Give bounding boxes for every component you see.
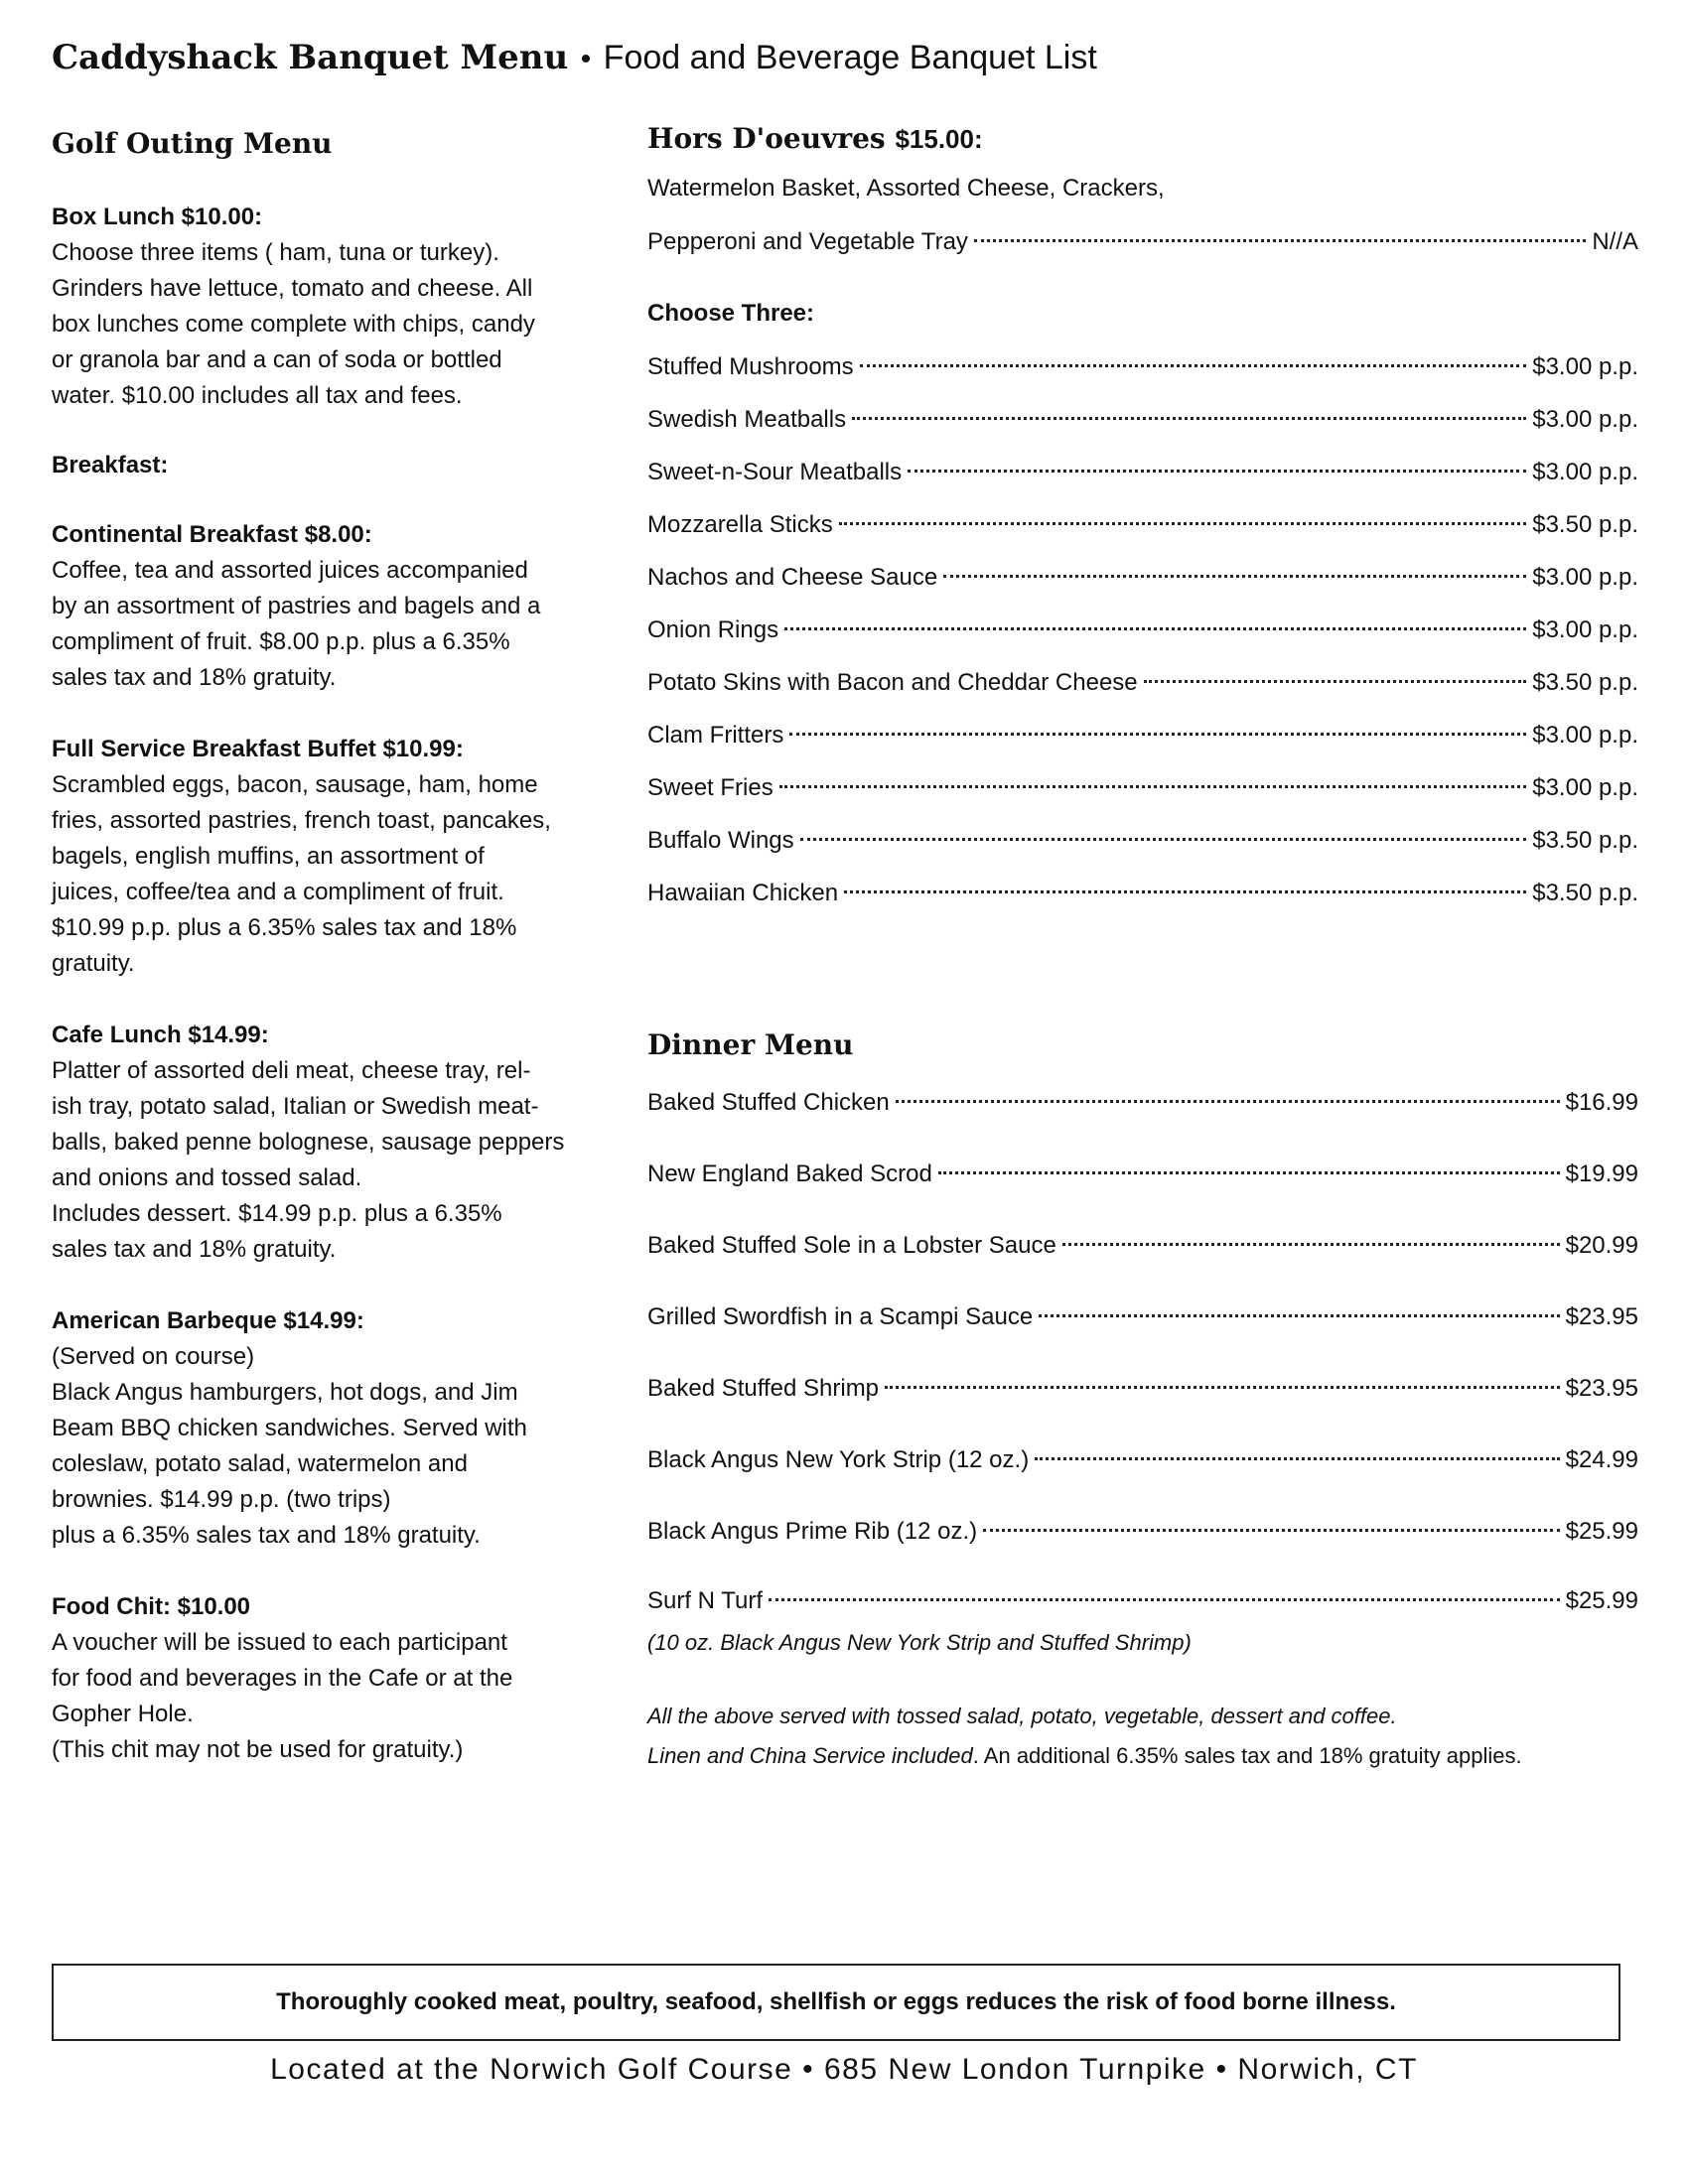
hors-item-row	[647, 341, 1638, 393]
dinner-item-row	[647, 1353, 1638, 1425]
desc-line: ish tray, potato salad, Italian or Swedish meat-	[52, 1093, 539, 1120]
dot-leader	[885, 1386, 1560, 1389]
food-safety-warning: Thoroughly cooked meat, poultry, seafood, shellfish or eggs reduces the risk of food borne illness.	[52, 1964, 1620, 2041]
dot-leader	[1035, 1457, 1559, 1460]
desc-line: water. $10.00 includes all tax and fees.	[52, 382, 463, 409]
desc-line: by an assortment of pastries and bagels and a	[52, 593, 541, 619]
bbq-title: American Barbeque $14.99:	[52, 1307, 364, 1334]
desc-line: or granola bar and a can of soda or bottled	[52, 346, 502, 373]
item-name: Swedish Meatballs	[647, 406, 847, 433]
hors-item-row	[647, 656, 1638, 709]
food-chit-block	[52, 1589, 588, 1768]
desc-line: Grinders have lettuce, tomato and cheese. All	[52, 275, 533, 302]
golf-outing-section	[52, 127, 588, 1768]
item-name: Sweet Fries	[647, 774, 774, 801]
desc-line: Coffee, tea and assorted juices accompanied	[52, 557, 528, 584]
item-price: $19.99	[1565, 1160, 1638, 1187]
dinner-item-row	[647, 1139, 1638, 1210]
continental-block	[52, 517, 588, 696]
hors-heading-text: Hors D'oeuvres	[647, 122, 886, 155]
item-name: Pepperoni and Vegetable Tray	[647, 228, 968, 255]
dinner-note-2	[647, 1736, 1638, 1776]
desc-line: $10.99 p.p. plus a 6.35% sales tax and 18%	[52, 914, 517, 941]
desc-line: bagels, english muffins, an assortment of	[52, 843, 485, 870]
dot-leader	[1062, 1243, 1560, 1246]
desc-line: (Served on course)	[52, 1343, 255, 1370]
dinner-item-row	[647, 1210, 1638, 1282]
food-chit-description	[52, 1625, 588, 1768]
item-name: Buffalo Wings	[647, 827, 794, 854]
dinner-note-2-rest: . An additional 6.35% sales tax and 18% gratuity applies.	[972, 1743, 1522, 1768]
right-column	[647, 122, 1638, 1776]
desc-line: box lunches come complete with chips, candy	[52, 311, 535, 338]
item-price: $23.95	[1565, 1375, 1638, 1402]
desc-line: juices, coffee/tea and a compliment of fruit.	[52, 879, 504, 905]
desc-line: gratuity.	[52, 950, 135, 977]
item-name: Baked Stuffed Sole in a Lobster Sauce	[647, 1232, 1056, 1259]
hors-line-1: Watermelon Basket, Assorted Cheese, Crackers,	[647, 175, 1165, 202]
item-price: $23.95	[1565, 1303, 1638, 1330]
choose-three-label: Choose Three:	[647, 300, 815, 327]
dot-leader	[779, 785, 1527, 788]
hors-item-row	[647, 498, 1638, 551]
full-service-title: Full Service Breakfast Buffet $10.99:	[52, 736, 464, 762]
desc-line: sales tax and 18% gratuity.	[52, 664, 337, 691]
desc-line: compliment of fruit. $8.00 p.p. plus a 6.35%	[52, 628, 510, 655]
item-name: Nachos and Cheese Sauce	[647, 564, 938, 591]
desc-line: plus a 6.35% sales tax and 18% gratuity.	[52, 1522, 481, 1549]
dinner-section	[647, 1028, 1638, 1776]
item-name: Black Angus New York Strip (12 oz.)	[647, 1446, 1030, 1473]
item-price: $3.00 p.p.	[1532, 353, 1638, 380]
hors-item-row	[647, 867, 1638, 919]
hors-items-list	[647, 341, 1638, 919]
hors-item-row	[647, 446, 1638, 498]
hors-item-row	[647, 393, 1638, 446]
full-service-description	[52, 767, 588, 982]
title-separator: •	[580, 43, 592, 75]
dinner-heading: Dinner Menu	[647, 1028, 854, 1061]
item-price: $3.50 p.p.	[1532, 669, 1638, 696]
breakfast-label: Breakfast:	[52, 452, 169, 478]
item-price: $24.99	[1565, 1446, 1638, 1473]
full-service-block	[52, 732, 588, 982]
title-subtitle: Food and Beverage Banquet List	[603, 39, 1097, 76]
hors-doeuvres-heading	[647, 122, 1638, 155]
item-name: Potato Skins with Bacon and Cheddar Cheese	[647, 669, 1138, 696]
item-name: Sweet-n-Sour Meatballs	[647, 459, 903, 485]
hors-item-row	[647, 814, 1638, 867]
dinner-note-2-italic: Linen and China Service included	[647, 1743, 973, 1768]
item-price: $3.00 p.p.	[1532, 616, 1638, 643]
hors-item-row	[647, 604, 1638, 656]
item-name: Baked Stuffed Chicken	[647, 1089, 890, 1116]
hors-tray-row	[647, 215, 1638, 268]
dot-leader	[1039, 1314, 1559, 1317]
dot-leader	[974, 239, 1586, 242]
footer-location: Located at the Norwich Golf Course • 685 New London Turnpike • Norwich, CT	[270, 2053, 1418, 2086]
bbq-block	[52, 1303, 588, 1554]
item-price: $3.50 p.p.	[1532, 511, 1638, 538]
desc-line: Beam BBQ chicken sandwiches. Served with	[52, 1415, 527, 1441]
item-name: Clam Fritters	[647, 722, 784, 749]
item-price: $3.50 p.p.	[1532, 827, 1638, 854]
dot-leader	[844, 890, 1526, 893]
dot-leader	[789, 733, 1526, 736]
cafe-lunch-description	[52, 1053, 588, 1268]
item-price: $3.00 p.p.	[1532, 564, 1638, 591]
dinner-item-row	[647, 1425, 1638, 1496]
dinner-item-row	[647, 1496, 1638, 1568]
dinner-item-row	[647, 1067, 1638, 1139]
dot-leader	[1144, 680, 1527, 683]
dot-leader	[896, 1100, 1560, 1103]
dot-leader	[860, 364, 1527, 367]
desc-line: coleslaw, potato salad, watermelon and	[52, 1450, 468, 1477]
dot-leader	[800, 838, 1527, 841]
desc-line: fries, assorted pastries, french toast, pancakes,	[52, 807, 551, 834]
box-lunch-description	[52, 235, 588, 414]
item-price: $25.99	[1565, 1518, 1638, 1545]
dot-leader	[908, 470, 1526, 473]
bbq-description	[52, 1339, 588, 1554]
continental-title: Continental Breakfast $8.00:	[52, 521, 372, 548]
desc-line: Includes dessert. $14.99 p.p. plus a 6.35%	[52, 1200, 502, 1227]
hors-item-row	[647, 709, 1638, 761]
desc-line: Choose three items ( ham, tuna or turkey).	[52, 239, 499, 266]
desc-line: brownies. $14.99 p.p. (two trips)	[52, 1486, 391, 1513]
item-price: $3.50 p.p.	[1532, 880, 1638, 906]
desc-line: Gopher Hole.	[52, 1701, 194, 1727]
hors-item-row	[647, 761, 1638, 814]
item-price: $20.99	[1565, 1232, 1638, 1259]
item-name: Grilled Swordfish in a Scampi Sauce	[647, 1303, 1034, 1330]
item-price: N//A	[1592, 228, 1638, 255]
item-price: $3.00 p.p.	[1532, 774, 1638, 801]
dinner-item-row-surf	[647, 1579, 1638, 1623]
item-name: Hawaiian Chicken	[647, 880, 839, 906]
cafe-lunch-block	[52, 1018, 588, 1268]
item-name: Surf N Turf	[647, 1587, 764, 1614]
surf-turf-note: (10 oz. Black Angus New York Strip and Stuffed Shrimp)	[647, 1630, 1192, 1655]
item-name: Mozzarella Sticks	[647, 511, 833, 538]
dot-leader	[839, 522, 1527, 525]
item-price: $3.00 p.p.	[1532, 406, 1638, 433]
item-price: $3.00 p.p.	[1532, 722, 1638, 749]
desc-line: Platter of assorted deli meat, cheese tray, rel-	[52, 1057, 531, 1084]
dot-leader	[852, 417, 1526, 420]
item-name: Baked Stuffed Shrimp	[647, 1375, 880, 1402]
cafe-lunch-title: Cafe Lunch $14.99:	[52, 1022, 269, 1048]
hors-item-row	[647, 551, 1638, 604]
desc-line: for food and beverages in the Cafe or at the	[52, 1665, 513, 1692]
item-name: Onion Rings	[647, 616, 779, 643]
item-price: $3.00 p.p.	[1532, 459, 1638, 485]
item-name: Black Angus Prime Rib (12 oz.)	[647, 1518, 978, 1545]
desc-line: balls, baked penne bolognese, sausage peppers	[52, 1129, 565, 1156]
desc-line: sales tax and 18% gratuity.	[52, 1236, 337, 1263]
dot-leader	[769, 1598, 1560, 1601]
golf-outing-heading: Golf Outing Menu	[52, 127, 333, 160]
dinner-note-1: All the above served with tossed salad, potato, vegetable, dessert and coffee.	[647, 1704, 1397, 1728]
desc-line: Scrambled eggs, bacon, sausage, ham, home	[52, 771, 538, 798]
title-main: Caddyshack Banquet Menu	[52, 38, 569, 77]
dot-leader	[983, 1529, 1559, 1532]
dot-leader	[784, 627, 1526, 630]
item-price: $25.99	[1565, 1587, 1638, 1614]
page-title	[52, 38, 1097, 77]
item-price: $16.99	[1565, 1089, 1638, 1116]
box-lunch-title: Box Lunch $10.00:	[52, 204, 263, 230]
desc-line: (This chit may not be used for gratuity.)	[52, 1736, 464, 1763]
dot-leader	[938, 1171, 1560, 1174]
dinner-item-row	[647, 1282, 1638, 1353]
dot-leader	[943, 575, 1526, 578]
desc-line: and onions and tossed salad.	[52, 1164, 362, 1191]
item-name: New England Baked Scrod	[647, 1160, 932, 1187]
desc-line: A voucher will be issued to each participant	[52, 1629, 507, 1656]
box-lunch-block	[52, 200, 588, 414]
item-name: Stuffed Mushrooms	[647, 353, 854, 380]
hors-heading-price: $15.00:	[895, 124, 983, 154]
food-chit-title: Food Chit: $10.00	[52, 1593, 251, 1620]
desc-line: Black Angus hamburgers, hot dogs, and Jim	[52, 1379, 518, 1406]
continental-description	[52, 553, 588, 696]
